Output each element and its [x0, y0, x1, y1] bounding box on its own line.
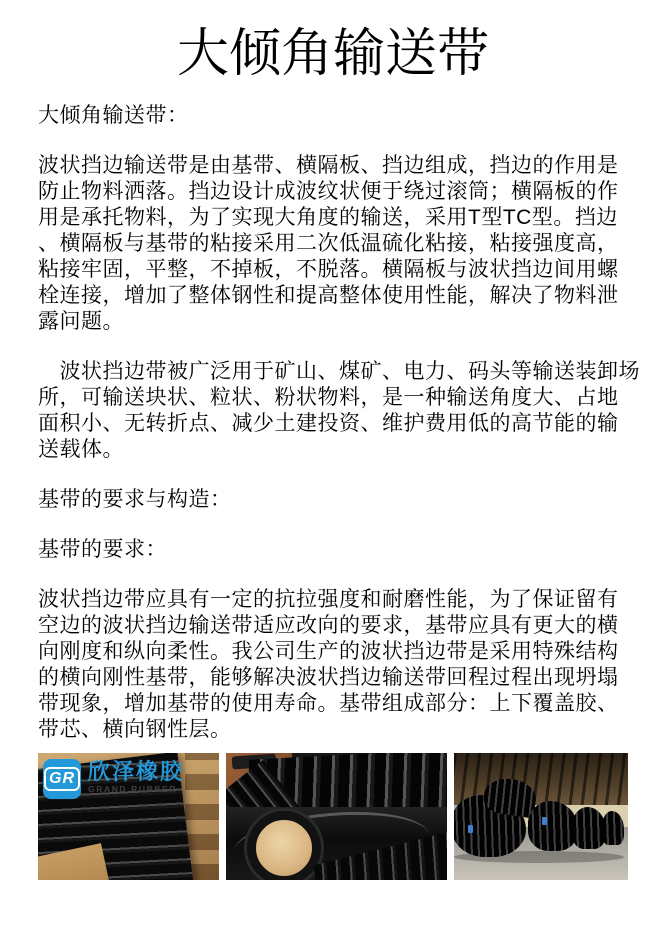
product-photo-warehouse — [454, 753, 628, 880]
paragraph-line: 粘接牢固，平整，不掉板，不脱落。横隔板与波状挡边间用螺 — [38, 258, 619, 281]
product-image-gallery — [38, 753, 628, 880]
paragraph-line: 带芯、横向钢性层。 — [38, 718, 232, 741]
logo-gr-icon — [43, 759, 81, 799]
paragraph-line: 向刚度和纵向柔性。我公司生产的波状挡边带是采用特殊结构 — [38, 640, 619, 663]
wooden-disc — [247, 811, 321, 880]
paragraph — [38, 587, 628, 743]
logo-abbr: GR — [44, 767, 80, 791]
document-page — [0, 22, 666, 880]
belt-roll — [602, 811, 624, 845]
paragraph — [38, 537, 628, 563]
blue-label-tag — [468, 825, 473, 833]
paragraph-line: 用是承托物料，为了实现大角度的输送，采用T型TC型。挡边 — [38, 206, 618, 229]
paragraph — [38, 487, 628, 513]
paragraph-line: 波状挡边带应具有一定的抗拉强度和耐磨性能，为了保证留有 — [38, 588, 619, 611]
paragraph-line: 露问题。 — [38, 310, 124, 333]
paragraph — [38, 103, 628, 129]
paragraph-line: 波状挡边输送带是由基带、横隔板、挡边组成，挡边的作用是 — [38, 154, 619, 177]
paragraph-line: 面积小、无转折点、减少土建投资、维护费用低的高节能的输 — [38, 412, 619, 435]
paragraph-line: 所，可输送块状、粒状、粉状物料，是一种输送角度大、占地 — [38, 386, 619, 409]
product-photo-sidewall-strips — [38, 753, 219, 880]
paragraph-line: 基带的要求： — [38, 538, 167, 561]
logo-english-name: GRAND RUBBER — [88, 784, 178, 794]
paragraph-line: 的横向刚性基带，能够解决波状挡边输送带回程过程出现坍塌 — [38, 666, 619, 689]
paragraph-line: 、横隔板与基带的粘接采用二次低温硫化粘接，粘接强度高， — [38, 232, 619, 255]
paragraph — [38, 359, 640, 463]
paragraph-line: 栓连接，增加了整体钢性和提高整体使用性能，解决了物料泄 — [38, 284, 619, 307]
paragraph-line: 防止物料洒落。挡边设计成波纹状便于绕过滚筒；横隔板的作 — [38, 180, 619, 203]
page-title: 大倾角输送带 — [176, 25, 489, 83]
belt-roll — [572, 807, 606, 849]
product-photo-belt-loop — [226, 753, 447, 880]
logo-chinese-name: 欣泽橡胶 — [88, 759, 185, 784]
paragraph-line: 大倾角输送带： — [38, 104, 189, 127]
logo-text — [88, 759, 184, 794]
paragraph-line: 送载体。 — [38, 438, 124, 461]
paragraph-line: 带现象，增加基带的使用寿命。基带组成部分：上下覆盖胶、 — [38, 692, 619, 715]
brand-logo — [43, 759, 184, 799]
article-body — [38, 103, 640, 743]
paragraph — [38, 153, 628, 335]
blue-label-tag — [542, 817, 547, 825]
paragraph-line: 波状挡边带被广泛用于矿山、煤矿、电力、码头等输送装卸场 — [38, 360, 640, 383]
paragraph-line: 基带的要求与构造： — [38, 488, 232, 511]
paragraph-line: 空边的波状挡边输送带适应改向的要求，基带应具有更大的横 — [38, 614, 619, 637]
